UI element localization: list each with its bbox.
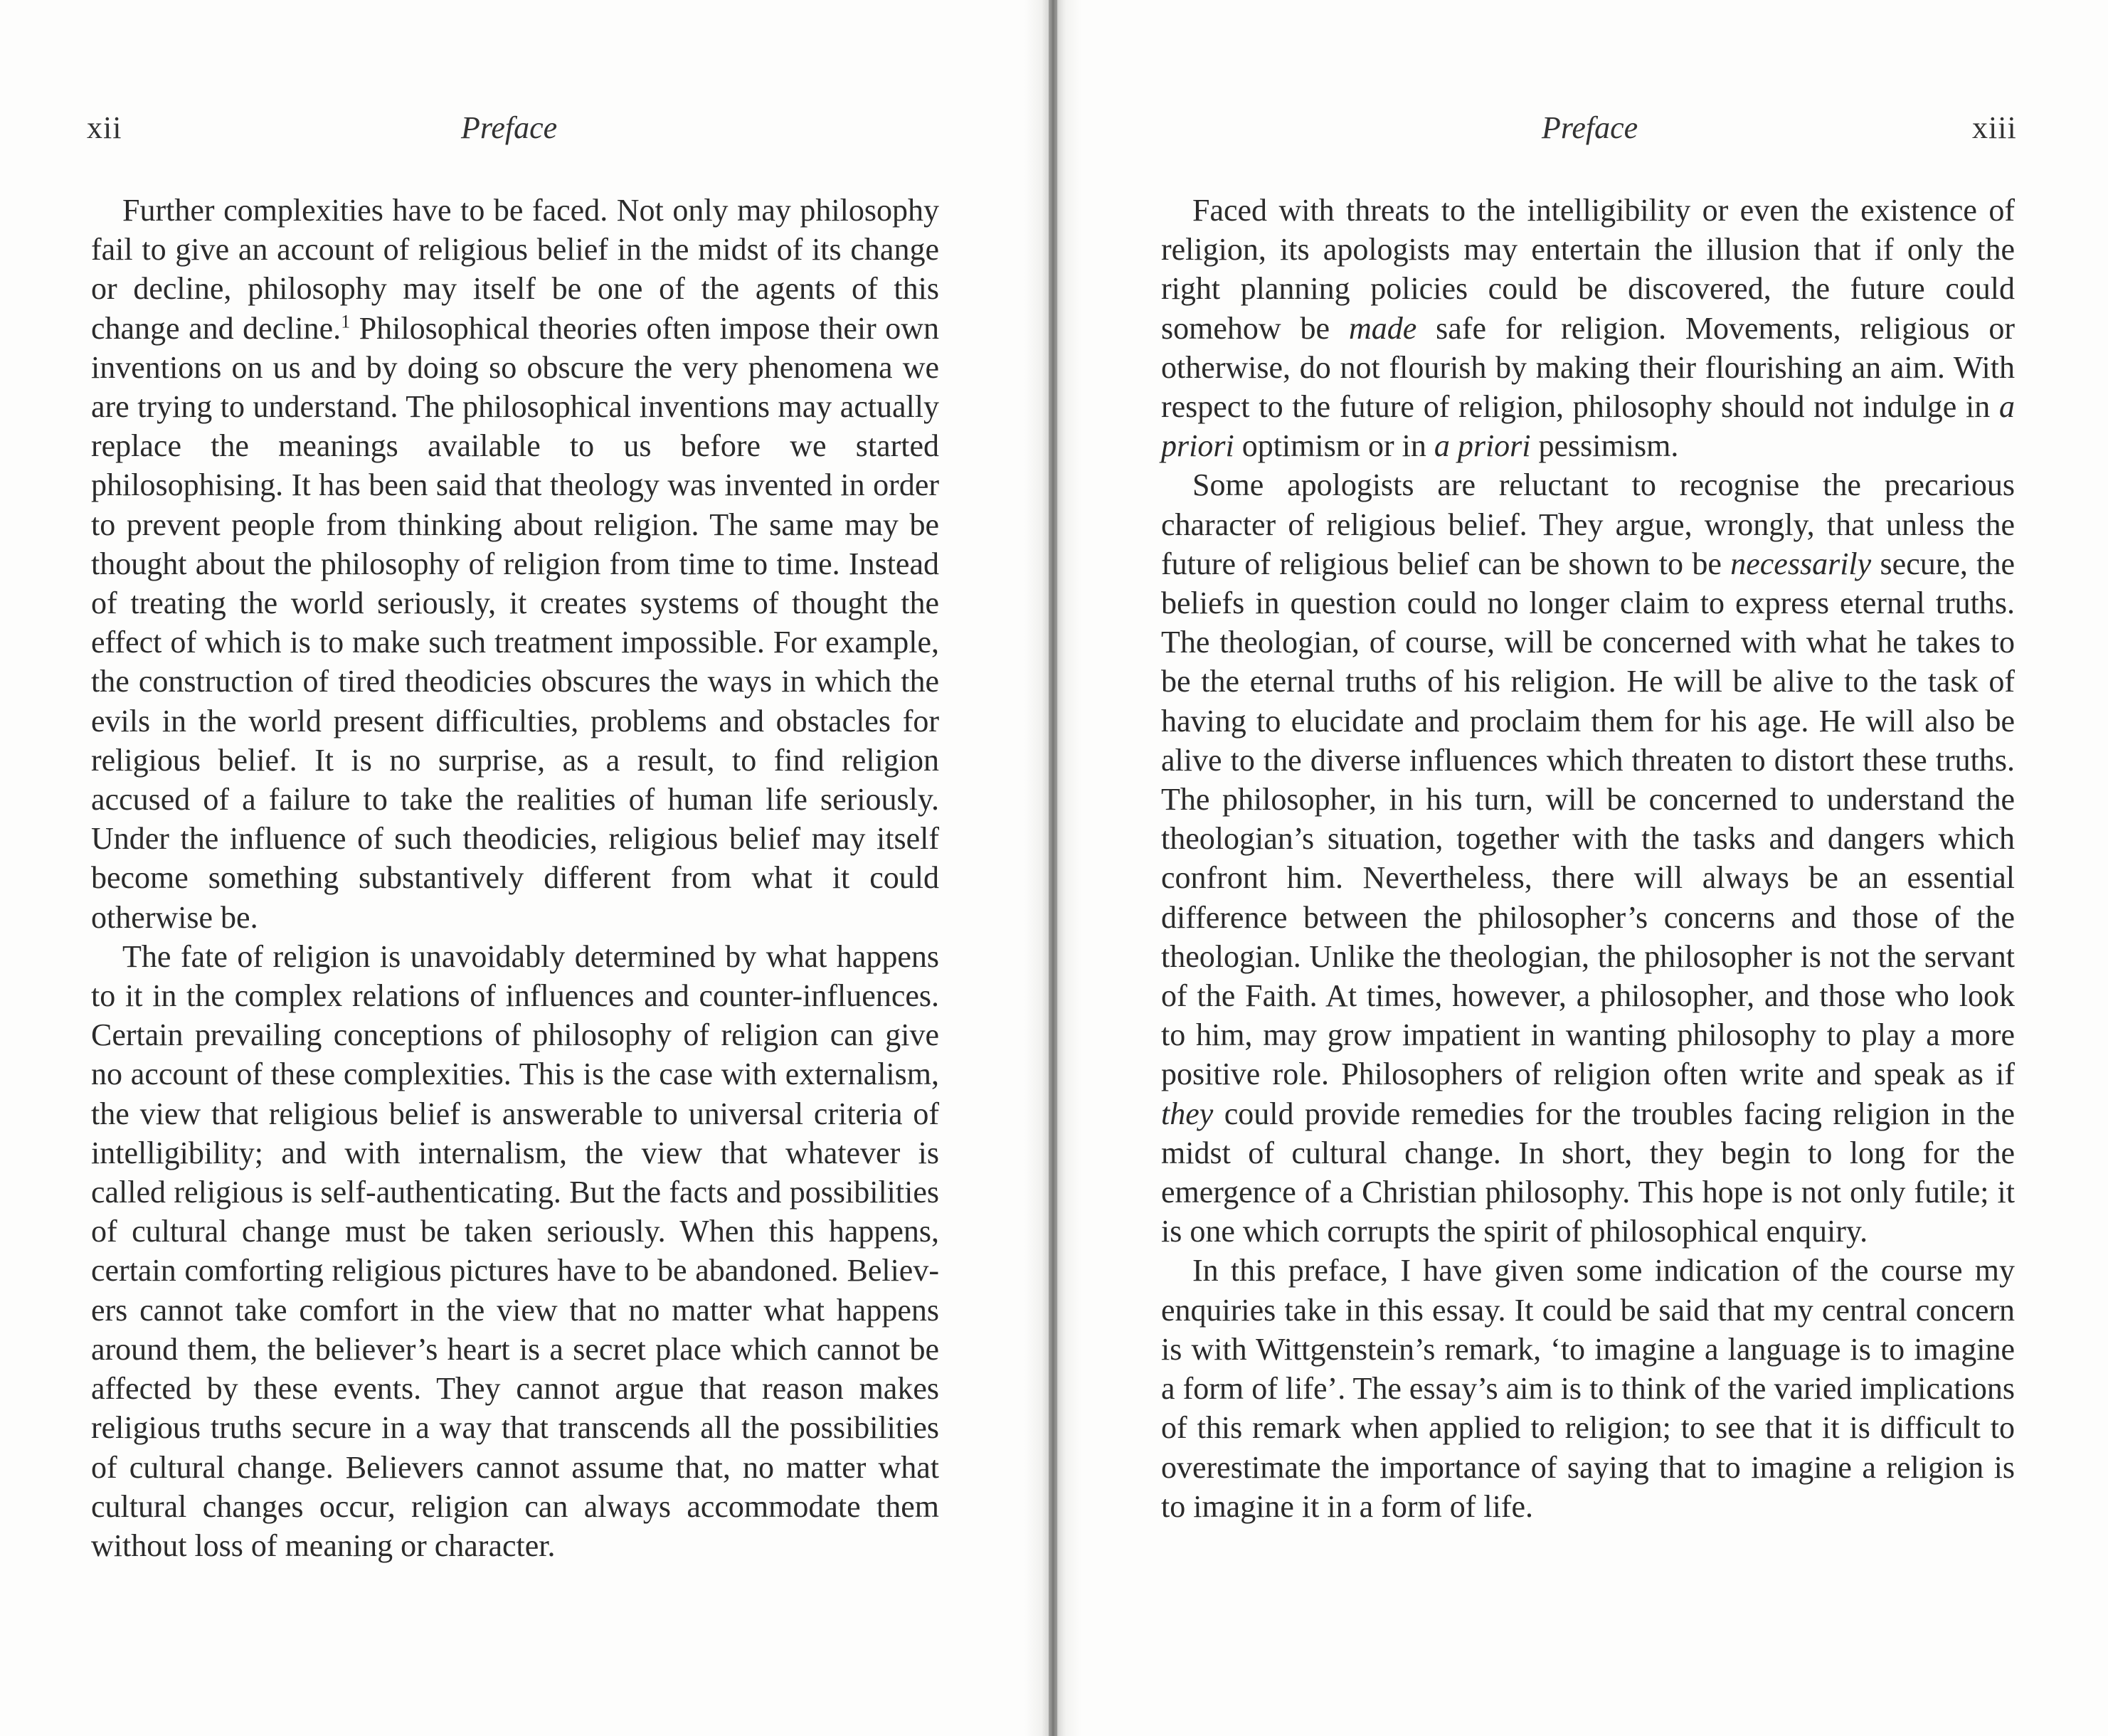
gutter-shadow xyxy=(1049,0,1057,1736)
footnote-marker: 1 xyxy=(341,310,351,332)
right-page-body xyxy=(1161,191,2015,1526)
paragraph-text: secure, the beliefs in question could no longer claim to express eternal truths. The theologian, of course, will be concerned with what he takes to be the eternal truths of his religion. He will be alive to the task of having to elucidate and proclaim them for his age. He will also be alive to the diverse influences which threaten to distort these truths. The philosopher, in his turn, will be concerned to understand the theologian’s situation, together with the tasks and dangers which confront him. Nevertheless, there will always be an essential difference between the philosopher’s concerns and those of the theologian. Unlike the theologian, the philosopher is not the servant of the Faith. At times, however, a philosopher, and those who look to him, may grow impatient in wanting philosophy to play a more positive role. Philosophers of religion often write and speak as if xyxy=(1161,546,2016,1092)
left-page-number: xii xyxy=(87,110,122,145)
italic-text: necessarily xyxy=(1730,546,1872,581)
paragraph-text: could provide remedies for the troubles facing religion in the midst of cultural change. In short, they begin to long for the emergence of a Christian philosophy. This hope is not only futile; it is one which corrupts the spirit of philosophical enquiry. xyxy=(1161,1096,2015,1249)
paragraph-text: Further complexities have to be faced. Not only may philosophy fail to give an account of religious belief in the midst of its change or decline, philosophy may itself be one of the agents of this change and decline. xyxy=(91,193,939,346)
italic-text: a priori xyxy=(1161,389,2015,464)
right-page-number: xiii xyxy=(1972,110,2017,145)
paragraph-text: Some apologists are reluctant to recognise the precarious character of religious belief. They argue, wrongly, that unless the future of religious belief can be shown to be xyxy=(1161,467,2015,581)
left-running-head: Preface xyxy=(461,110,558,145)
paragraph-text: Philosophical theories often impose their own inventions on us and by doing so obscure the very phenomena we are trying to understand. The philosophical inventions may actually replace the meanings available to us before we started philosophising. It has been said that theology was invented in order to prevent people from thinking about religion. The same may be thought about the philosophy of religion from time to time. Instead of treating the world seriously, it creates systems of thought the effect of which is to make such treatment impossible. For example, the construction of tired theodicies obscures the ways in which the evils in the world present difficulties, problems and obstacles for religious belief. It is no surprise, as a result, to find religion accused of a failure to take the realities of human life seriously. Under the influence of such theodicies, religious belief may itself become something substantively different from what it could otherwise be. xyxy=(91,310,940,935)
paragraph: In this preface, I have given some indication of the course my enquiries take in this essay. It could be said that my central concern is with Wittgenstein’s remark, ‘to imagine a language is to imagine a form of life’. The essay’s aim is to think of the varied implications of this remark when applied to religion; to see that it is difficult to overestimate the importance of saying that to imagine a religion is to imagine it in a form of life. xyxy=(1161,1253,2015,1524)
paragraph: The fate of religion is unavoidably determined by what happens to it in the complex relations of influences and counter-influences. Certain prevailing conceptions of philosophy of religion can give no account of these complexities. This is the case with externalism, the view that religious belief is answerable to universal criteria of intelligibility; and with internalism, the view that whatever is called religious is self-authenticating. But the facts and possibilities of cultural change must be taken seriously. When this happens, certain comforting religious pictures have to be abandoned. Believers cannot take comfort in the view that no matter what happens around them, the believer’s heart is a secret place which cannot be affected by these events. They cannot argue that reason makes religious truths secure in a way that transcends all the possibilities of cultural change. Believers cannot assume that, no matter what cultural changes occur, religion can always accommodate them without loss of meaning or character. xyxy=(91,938,939,1563)
paragraph-text: pessimism. xyxy=(1530,428,1679,464)
paragraph xyxy=(1161,465,2015,1251)
paragraph xyxy=(1161,191,2015,465)
paragraph-text: Faced with threats to the intelligibility or even the existence of religion, its apologists may entertain the illusion that if only the right planning policies could be discovered, the future could somehow be xyxy=(1161,193,2015,346)
paragraph-text: safe for religion. Movements, religious or otherwise, do not flourish by making their flourishing an aim. With respect to the future of religion, philosophy should not indulge in xyxy=(1161,310,2015,425)
italic-text: made xyxy=(1348,310,1417,346)
italic-text: they xyxy=(1161,1096,1214,1131)
paragraph xyxy=(91,191,939,937)
right-running-head: Preface xyxy=(1542,110,1638,145)
paragraph-text: optimism or in xyxy=(1234,428,1434,464)
italic-text: a priori xyxy=(1434,428,1531,464)
left-page-body xyxy=(91,191,939,1565)
